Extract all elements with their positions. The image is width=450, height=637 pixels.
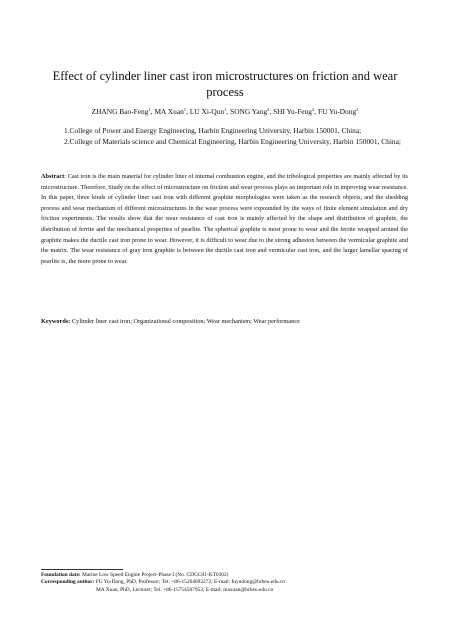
footnote-divider [41, 569, 123, 570]
foundation-text: Marine Low Speed Engine Project-Phase I (No. CDGC01-KT0302) [80, 572, 229, 578]
author-affil-mark: 2 [267, 107, 270, 112]
corresponding-label: Corresponding author: [41, 579, 95, 586]
affiliation-text: College of Materials science and Chemical Engineering, Harbin Engineering University, Harbin 150001, China; [69, 136, 401, 146]
author-affil-mark: 2 [311, 107, 315, 112]
author-name: SHI Yu-Feng [273, 107, 312, 116]
author-affil-mark: 1 [148, 107, 151, 112]
keywords-text: Cylinder liner cast iron; Organizational composition; Wear mechanism; Wear performance [70, 318, 300, 325]
author-name: MA Xuan [154, 107, 184, 116]
footnote [41, 572, 411, 594]
author-name: SONG Yang [230, 107, 268, 116]
author-affil-mark: 2 [356, 107, 359, 112]
corresponding-line [41, 579, 411, 586]
keywords [41, 317, 408, 327]
affiliation-number: 1. [64, 126, 70, 135]
affiliation-item [64, 137, 404, 148]
author-list: ZHANG Bao-Feng$^1$, MA Xuan$^1$, LU Xi-Qun$^1$, SONG Yang$^2$, SHI Yu-Feng$^2$, FU Yu-Dong$^2$ [91, 107, 359, 116]
paper-title: Effect of cylinder liner cast iron microstructures on friction and wear process [52, 69, 398, 99]
corresponding-text: FU Yu-Dong, PhD, Professor; Tel: +86-15204692272; E-mail: fuyudong@hrbeu.edu.cn [94, 579, 285, 586]
author-name: ZHANG Bao-Feng [91, 107, 149, 116]
author-name: LU Xi-Qun [189, 107, 225, 116]
keywords-label: Keywords: [41, 318, 71, 325]
affiliation-number: 2. [64, 136, 70, 146]
affiliation-list [64, 126, 404, 147]
foundation-label: Foundation date: [41, 572, 81, 578]
affiliation-item [64, 126, 404, 137]
affiliation-text: College of Power and Energy Engineering, Harbin Engineering University, Harbin 150001, China; [69, 126, 362, 135]
author-affil-mark: 1 [183, 107, 187, 112]
author-name: FU Yu-Dong [317, 107, 357, 116]
second-contact-line: MA Xuan, PhD, Lecturer; Tel: +86-15754507953; E-mail: maxuan@hrbeu.edu.cn [96, 586, 274, 593]
author-affil-mark: 1 [224, 107, 227, 112]
abstract-text: : Cast iron is the main material for cylinder liner of internal combustion engine, and the tribological properties are mainly affected by its microstructure. Therefore, Study on the effect of microstructure on friction and wear process plays an important role in improving wear resistance. In this paper, three kinds of cylinder liner cast iron with different graphite morphologies were taken as the research objects, and the shedding process and wear mechanism of different microstructures in the wear process were expounded by the ways of finite element simulation and dry friction experiments. The results show that the wear resistance of cast iron is mainly affected by the shape and distribution of graphite, the distribution of ferrite and the mechanical properties of pearlite. The spherical graphite is most prone to wear and the ferrite wrapped around the graphite makes the ductile cast iron prone to wear. However, it is difficult to wear due to the strong adhesion between the vermicular graphite and the matrix. The wear resistance of gray iron graphite is between the ductile cast iron and vermicular cast iron, and the larger lamellar spacing of pearlite is, the more prone to wear. [41, 173, 408, 265]
abstract [41, 172, 408, 267]
abstract-label: Abstract [41, 173, 65, 180]
